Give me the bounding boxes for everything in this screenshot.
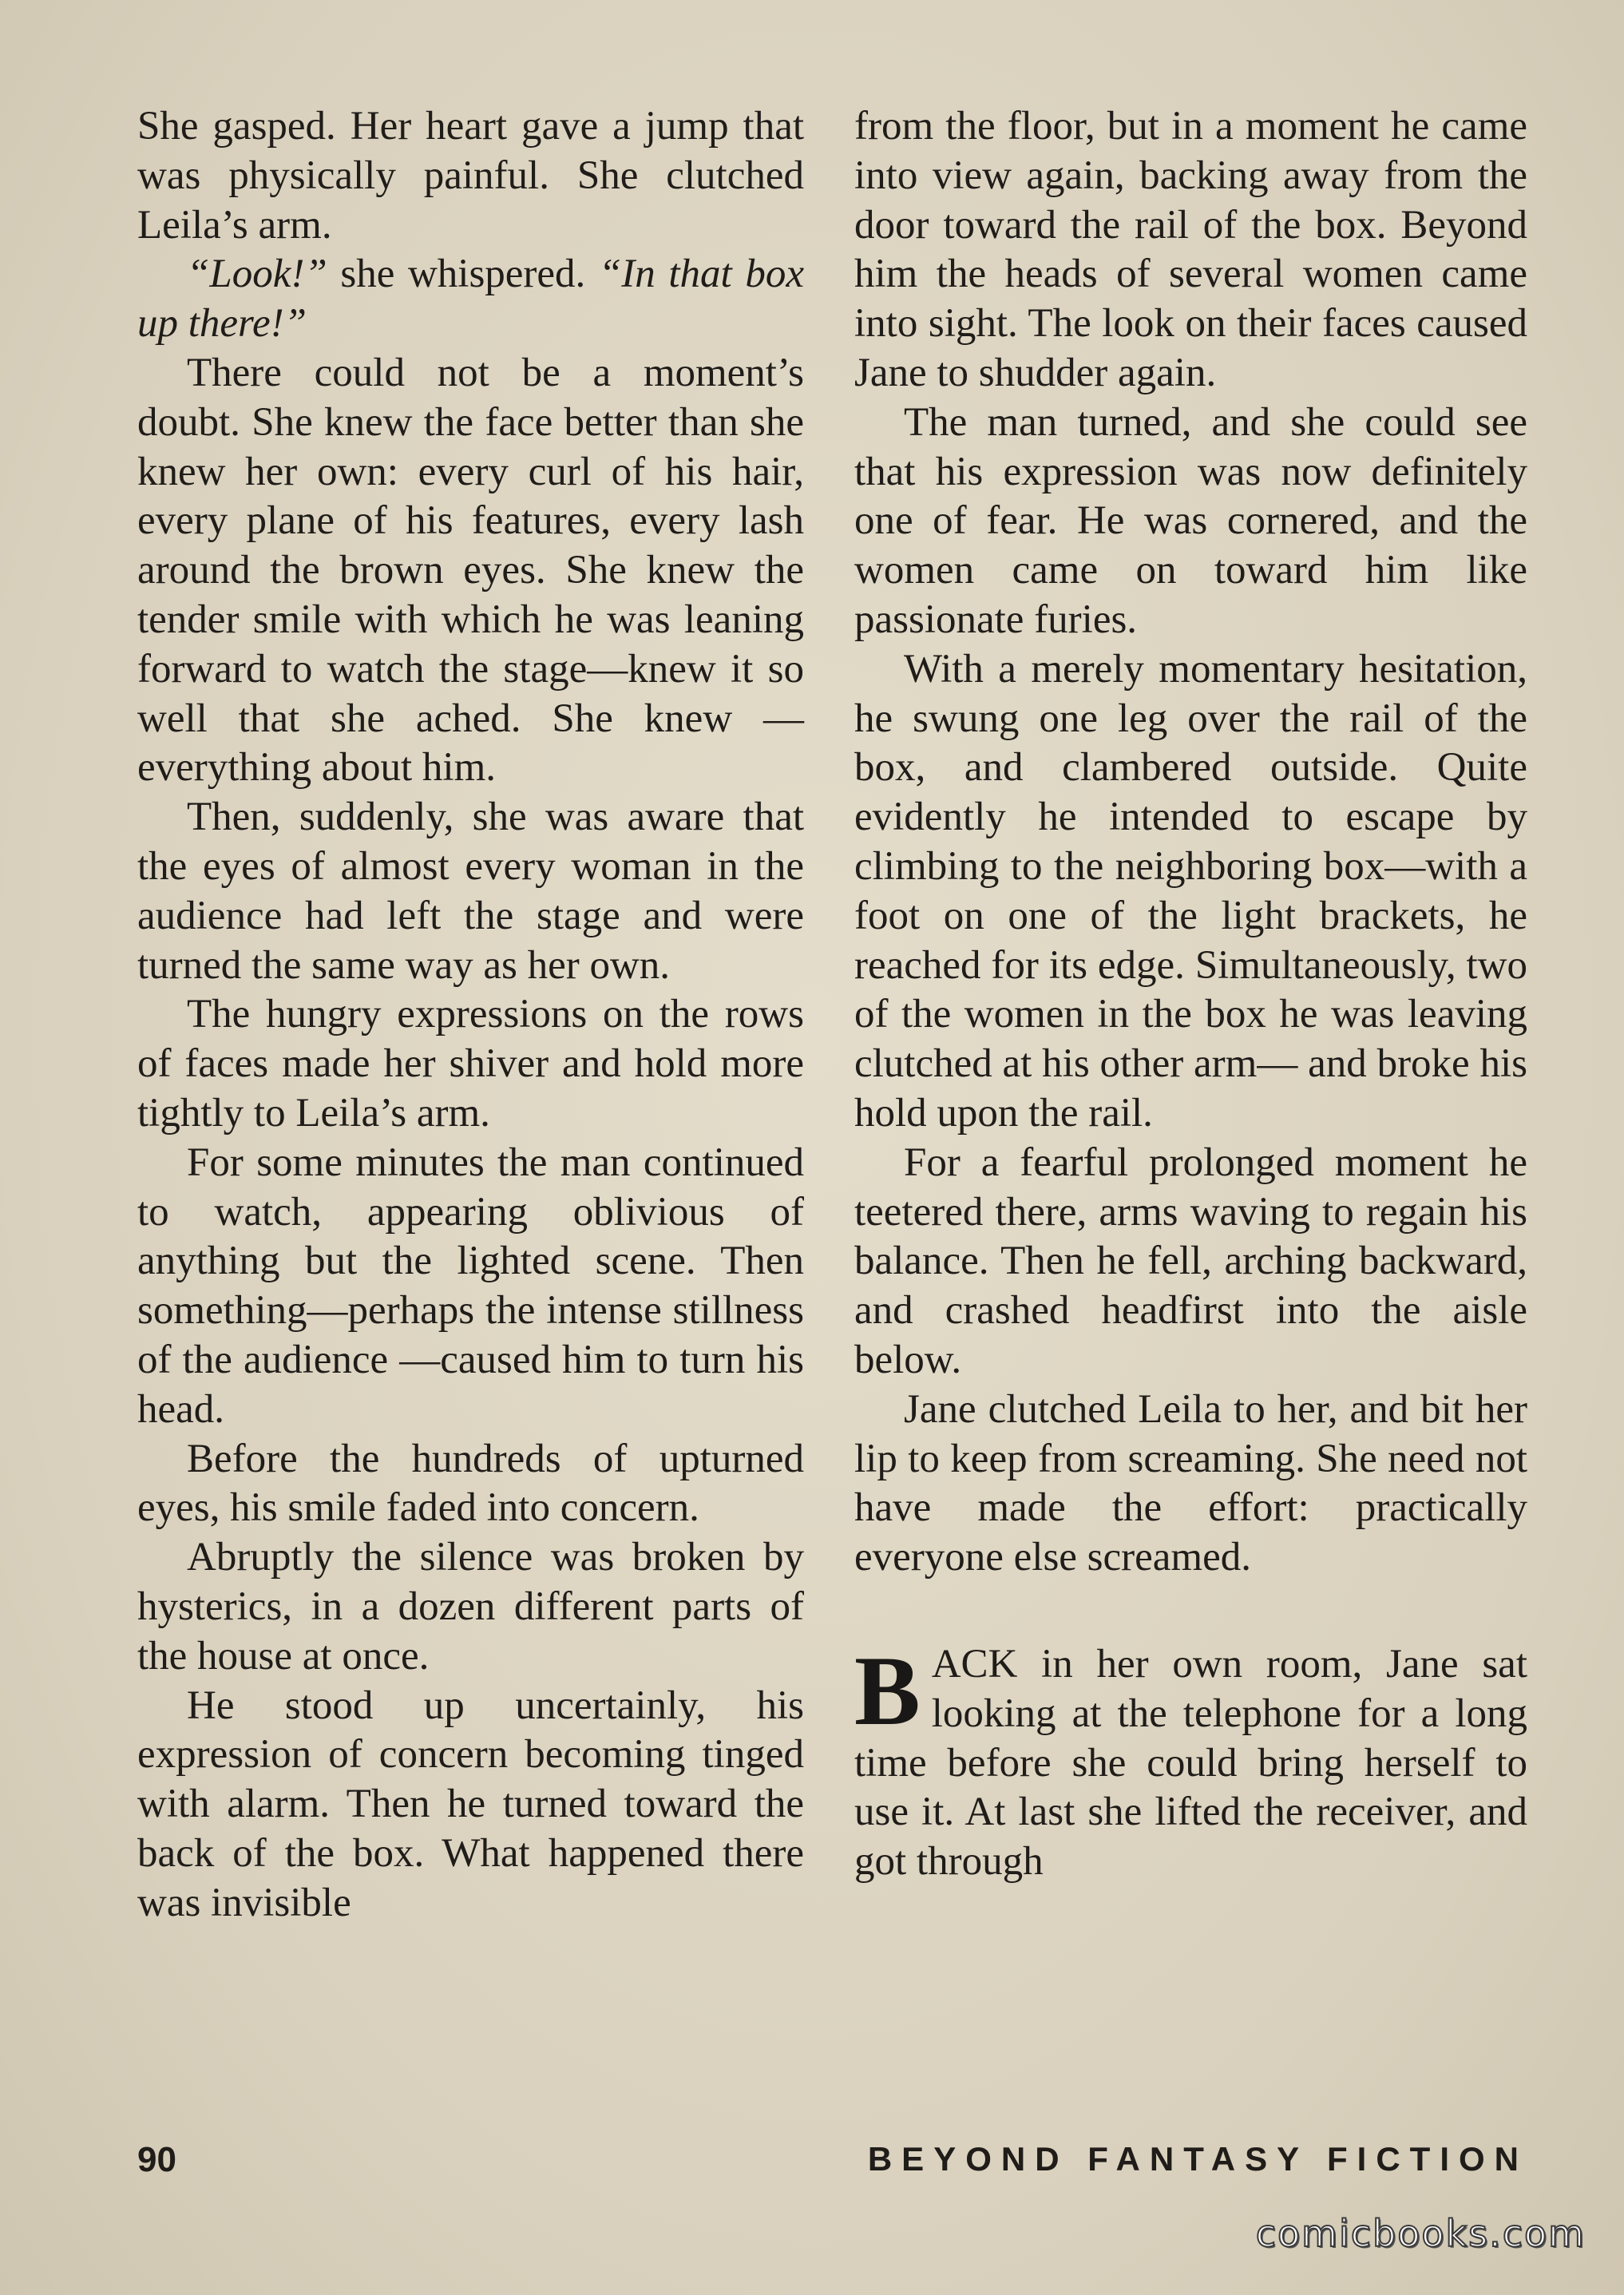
paragraph: With a merely momentary hesitation, he swung one leg over the rail of the box, and clambered outside. Quite evidently he intended to escape by climbing to the neighboring box—with a foot on one of the light brackets, he reached for its edge. Simultaneously, two of the women in the box he was leaving clutched at his other arm— and broke his hold upon the rail. [854, 646, 1527, 1136]
dialogue-box: “In that box up there!” [137, 252, 804, 347]
paragraph-dialogue [137, 250, 804, 349]
paragraph: Jane clutched Leila to her, and bit her lip to keep from screaming. She need not have made the effort: practically everyone else screamed. [854, 1386, 1527, 1580]
paragraph: The man turned, and she could see that his expression was now definitely one of fear. He was cornered, and the women came on toward him like passionate furies. [854, 399, 1527, 642]
paragraph: He stood up uncertainly, his expression of concern becoming tinged with alarm. Then he turned toward the back of the box. What happened there was invisible [137, 1683, 804, 1925]
page-number: 90 [137, 2140, 176, 2179]
paragraph: Abruptly the silence was broken by hysterics, in a dozen different parts of the house at once. [137, 1535, 804, 1679]
paragraph: The hungry expressions on the rows of faces made her shiver and hold more tightly to Leila’s arm. [137, 992, 804, 1136]
running-title: BEYOND FANTASY FICTION [867, 2140, 1528, 2178]
section-opening-paragraph [854, 1635, 1527, 1887]
page-footer [137, 2140, 1528, 2188]
section-gap [854, 1583, 1527, 1640]
paragraph: There could not be a moment’s doubt. She knew the face better than she knew her own: every curl of his hair, every plane of his features, every lash around the brown eyes. She knew the tender smile with which he was leaning forward to watch the stage—knew it so well that she ached. She knew —everything about him. [137, 350, 804, 791]
dialogue-look: “Look!” [187, 252, 327, 297]
paragraph: Before the hundreds of upturned eyes, his smile faded into concern. [137, 1436, 804, 1531]
paragraph: Then, suddenly, she was aware that the eyes of almost every woman in the audience had left the stage and were turned the same way as her own. [137, 795, 804, 988]
section-opening-text: ACK in her own room, Jane sat looking at the telephone for a long time before she could bring herself to use it. At last she lifted the receiver, and got through [854, 1641, 1527, 1885]
paragraph: She gasped. Her heart gave a jump that was physically painful. She clutched Leila’s arm. [137, 104, 804, 248]
paragraph: from the floor, but in a moment he came into view again, backing away from the door toward the rail of the box. Beyond him the heads of several women came into sight. The look on their faces caused Jane to shudder again. [854, 104, 1527, 395]
drop-cap: B [854, 1635, 921, 1746]
paragraph: For a fearful prolonged moment he teetered there, arms waving to regain his balance. Then he fell, arching backward, and crashed headfirst into the aisle below. [854, 1140, 1527, 1382]
dialogue-tag: she whispered. [327, 252, 599, 297]
paragraph: For some minutes the man continued to watch, appearing oblivious of anything but the lighted scene. Then something—perhaps the intense stillness of the audience —caused him to turn his head. [137, 1140, 804, 1432]
right-column [854, 102, 1527, 1887]
left-column [137, 102, 804, 1928]
watermark: comicbooks.com [1255, 2212, 1586, 2255]
